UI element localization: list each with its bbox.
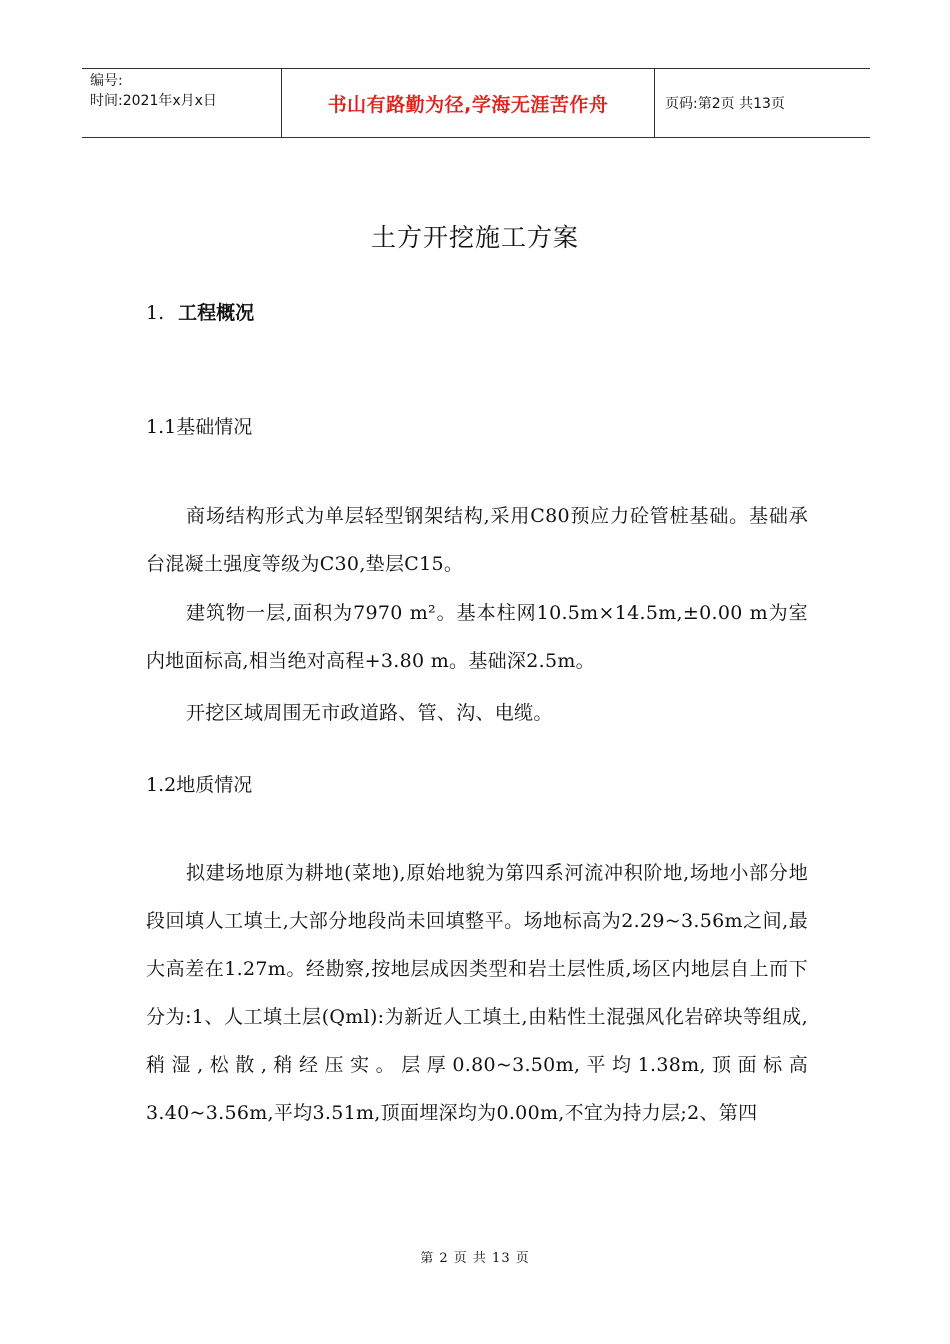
- header-motto: 书山有路勤为径,学海无涯苦作舟: [282, 69, 655, 137]
- time-label: 时间:2021年x月x日: [90, 93, 217, 109]
- number-label: 编号:: [90, 73, 123, 89]
- subsection-heading-1-2: 1.2地质情况: [146, 774, 253, 796]
- paragraph-foundation: 商场结构形式为单层轻型钢架结构,采用C80预应力砼管桩基础。基础承台混凝土强度等级为C30,垫层C15。: [146, 505, 808, 575]
- paragraph-surroundings: 开挖区域周围无市政道路、管、沟、电缆。: [186, 702, 553, 724]
- page-footer: 第 2 页 共 13 页: [420, 1251, 530, 1266]
- section-heading-1: [146, 298, 254, 325]
- header-page-code: 页码:第2页 共13页: [665, 96, 785, 112]
- section-title: 工程概况: [178, 302, 255, 324]
- section-number: 1.: [146, 302, 165, 324]
- paragraph-geology: 拟建场地原为耕地(菜地),原始地貌为第四系河流冲积阶地,场地小部分地段回填人工填土,大部分地段尚未回填整平。场地标高为2.29~3.56m之间,最大高差在1.27m。经勘察,按地层成因类型和岩土层性质,场区内地层自上而下分为:1、人工填土层(Qml):为新近人工填土,由粘性土混强风化岩碎块等组成,稍湿,松散,稍经压实。层厚0.80~3.50m,平均1.38m,顶面标高3.40~3.56m,平均3.51m,顶面埋深均为0.00m,不宜为持力层;2、第四: [146, 862, 808, 1124]
- header-meta: [82, 69, 282, 137]
- paragraph-building: 建筑物一层,面积为7970 m²。基本柱网10.5m×14.5m,±0.00 m为室内地面标高,相当绝对高程+3.80 m。基础深2.5m。: [146, 602, 808, 672]
- header-table: [82, 68, 870, 138]
- document-title: 土方开挖施工方案: [370, 223, 579, 252]
- subsection-heading-1-1: 1.1基础情况: [146, 416, 253, 438]
